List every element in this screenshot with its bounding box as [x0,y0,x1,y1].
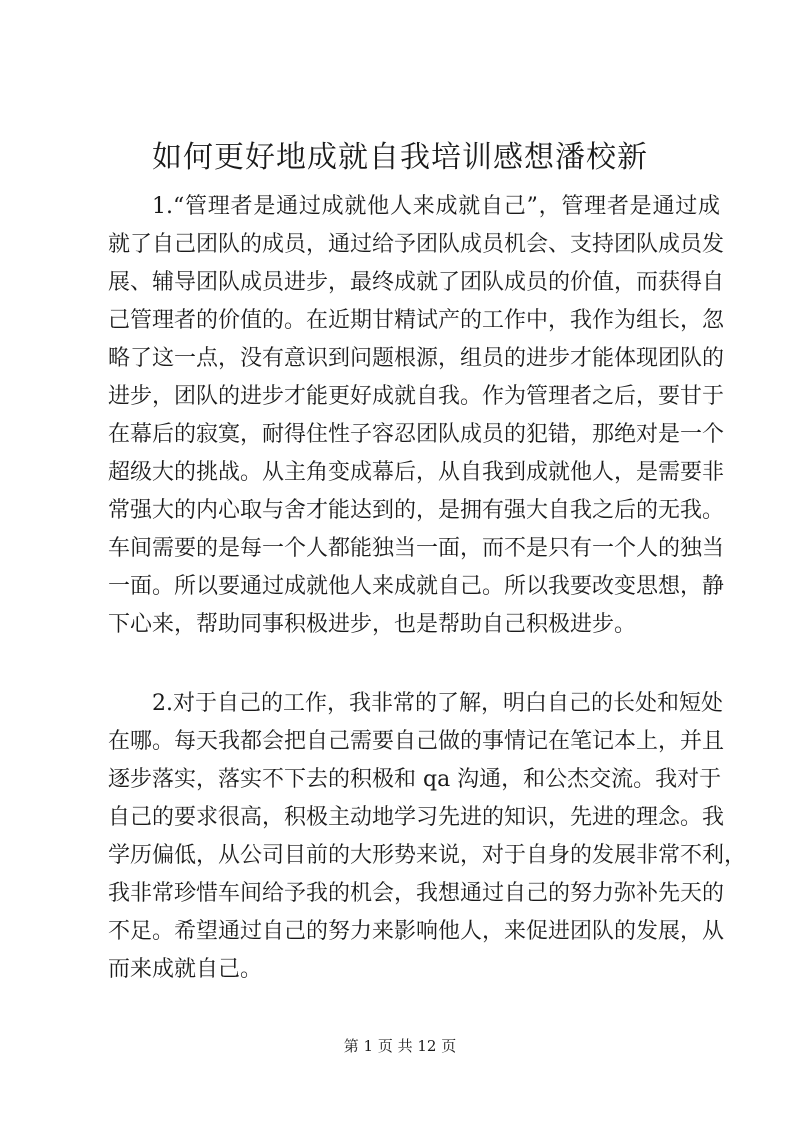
document-title: 如何更好地成就自我培训感想潘校新 [152,140,648,175]
paragraph-line: 不足。希望通过自己的努力来影响他人，来促进团队的发展，从 [108,919,725,944]
paragraph-line: 在幕后的寂寞，耐得住性子容忍团队成员的犯错，那绝对是一个 [108,422,725,447]
paragraph-line: 略了这一点，没有意识到问题根源，组员的进步才能体现团队的 [108,346,725,371]
paragraph-line: 下心来，帮助同事积极进步，也是帮助自己积极进步。 [108,612,637,637]
page-footer: 第 1 页 共 12 页 [343,1037,457,1055]
paragraph-line: 学历偏低，从公司目前的大形势来说，对于自身的发展非常不利， [108,843,747,868]
paragraph-line: 我非常珍惜车间给予我的机会，我想通过自己的努力弥补先天的 [108,881,725,906]
paragraph-line: 超级大的挑战。从主角变成幕后，从自我到成就他人，是需要非 [108,460,725,485]
paragraph-line: 常强大的内心取与舍才能达到的，是拥有强大自我之后的无我。 [108,498,725,523]
paragraph-line: 自己的要求很高，积极主动地学习先进的知识，先进的理念。我 [108,805,725,830]
paragraph-line: 一面。所以要通过成就他人来成就自己。所以我要改变思想，静 [108,574,725,599]
paragraph-line: 在哪。每天我都会把自己需要自己做的事情记在笔记本上，并且 [108,729,725,754]
paragraph-line: 逐步落实，落实不下去的积极和 qa 沟通，和公杰交流。我对于 [108,767,722,792]
paragraph-line: 车间需要的是每一个人都能独当一面，而不是只有一个人的独当 [108,536,725,561]
paragraph-line: 己管理者的价值的。在近期甘精试产的工作中，我作为组长，忽 [108,308,725,333]
paragraph-1 [108,188,725,644]
paragraph-line: 1.“管理者是通过成就他人来成就自己”，管理者是通过成 [152,194,720,219]
paragraph-line: 而来成就自己。 [108,957,263,982]
paragraph-line: 2.对于自己的工作，我非常的了解，明白自己的长处和短处 [152,691,723,716]
paragraph-line: 展、辅导团队成员进步，最终成就了团队成员的价值，而获得自 [108,270,725,295]
paragraph-line: 进步，团队的进步才能更好成就自我。作为管理者之后，要甘于 [108,384,725,409]
paragraph-line: 就了自己团队的成员，通过给予团队成员机会、支持团队成员发 [108,232,725,257]
paragraph-2 [108,685,747,989]
